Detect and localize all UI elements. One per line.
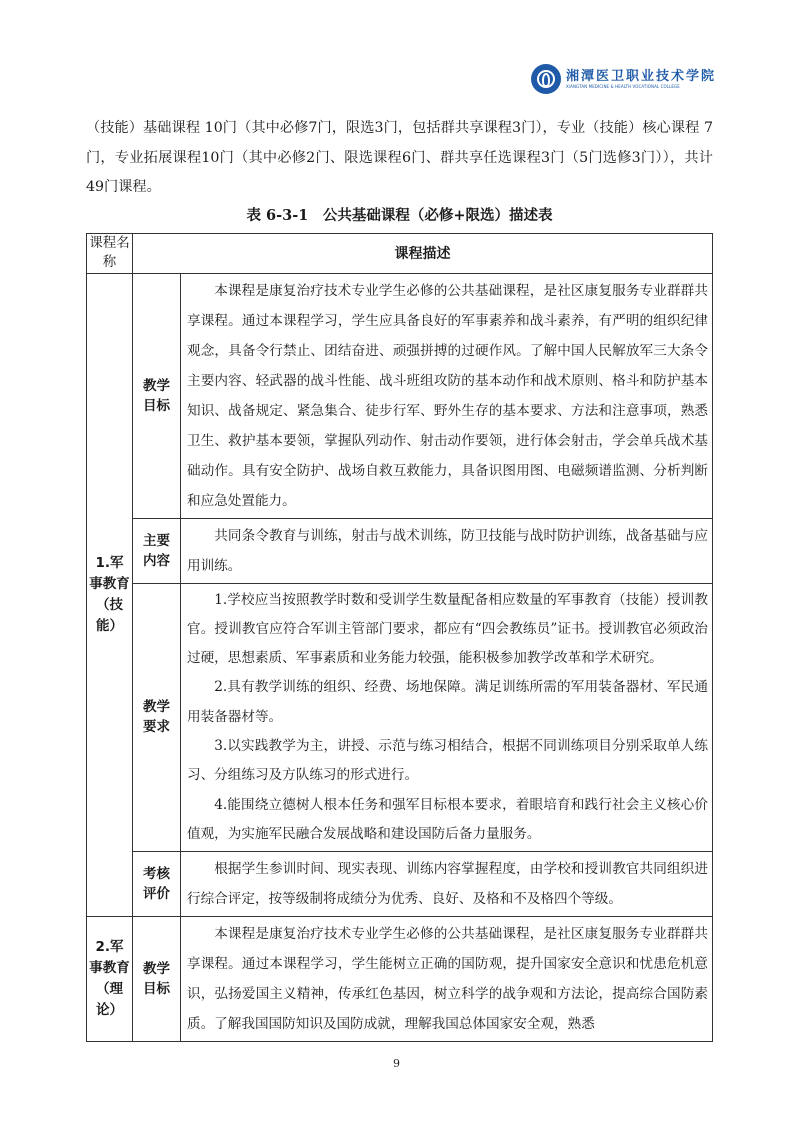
course-name-cell: 1.军事教育（技能）	[87, 273, 133, 917]
header-course-description: 课程描述	[133, 233, 713, 273]
section-label: 主要内容	[133, 518, 181, 583]
section-content	[181, 583, 713, 852]
section-content	[181, 917, 713, 1042]
section-label: 教学目标	[133, 917, 181, 1042]
page-number: 9	[393, 1057, 400, 1071]
college-emblem-icon	[531, 64, 561, 94]
table-row	[87, 852, 713, 917]
college-logo	[531, 64, 716, 94]
paragraph: 根据学生参训时间、现实表现、训练内容掌握程度，由学校和授训教官共同组织进行综合评定，按等级制将成绩分为优秀、良好、及格和不及格四个等级。	[187, 861, 708, 908]
logo-chinese-name: 湘潭医卫职业技术学院	[566, 68, 717, 84]
logo-english-name: XIANGTAN MEDICINE & HEALTH VOCATIONAL COLLEGE	[566, 83, 680, 89]
paragraph: 4.能围绕立德树人根本任务和强军目标根本要求，着眼培育和践行社会主义核心价值观，为实施军民融合发展战略和建设国防后备力量服务。	[187, 796, 708, 842]
intro-paragraph	[86, 114, 713, 203]
paragraph: 本课程是康复治疗技术专业学生必修的公共基础课程，是社区康复服务专业群群共享课程。通过本课程学习，学生应具备良好的军事素养和战斗素养，有严明的组织纪律观念，具备令行禁止、团结奋进、顽强拼搏的过硬作风。了解中国人民解放军三大条令主要内容、轻武器的战斗性能、战斗班组攻防的基本动作和战术原则、格斗和防护基本知识、战备规定、紧急集合、徒步行军、野外生存的基本要求、方法和注意事项，熟悉卫生、救护基本要领，掌握队列动作、射击动作要领，进行体会射击，学会单兵战术基础动作。具有安全防护、战场自救互救能力，具备识图用图、电磁频谱监测、分析判断和应急处置能力。	[187, 282, 708, 509]
paragraph: 1.学校应当按照教学时数和受训学生数量配备相应数量的军事教育（技能）授训教官。授训教官应符合军训主管部门要求，都应有“四会教练员”证书。授训教官必须政治过硬，思想素质、军事素质和业务能力较强，能积极参加教学改革和学术研究。	[187, 591, 708, 667]
course-name-cell: 2.军事教育（理论）	[87, 917, 133, 1042]
paragraph: 本课程是康复治疗技术专业学生必修的公共基础课程，是社区康复服务专业群群共享课程。通过本课程学习，学生能树立正确的国防观，提升国家安全意识和忧患危机意识，弘扬爱国主义精神，传承红色基因，树立科学的战争观和方法论，提高综合国防素质。了解我国国防知识及国防成就，理解我国总体国家安全观，熟悉	[187, 926, 708, 1033]
header-course-name: 课程名称	[87, 233, 133, 273]
section-label: 考核评价	[133, 852, 181, 917]
table-row	[87, 518, 713, 583]
table-caption: 表 6-3-1 公共基础课程（必修+限选）描述表	[246, 206, 553, 224]
table-row	[87, 917, 713, 1042]
section-label: 教学要求	[133, 583, 181, 852]
paragraph: 2.具有教学训练的组织、经费、场地保障。满足训练所需的军用装备器材、军民通用装备器材等。	[187, 679, 708, 725]
table-row	[87, 583, 713, 852]
section-content	[181, 518, 713, 583]
section-label: 教学目标	[133, 273, 181, 518]
section-content	[181, 273, 713, 518]
course-description-table	[86, 233, 713, 1043]
section-content	[181, 852, 713, 917]
table-header-row	[87, 233, 713, 273]
paragraph: 共同条令教育与训练，射击与战术训练，防卫技能与战时防护训练，战备基础与应用训练。	[187, 527, 708, 574]
table-row	[87, 273, 713, 518]
intro-text: （技能）基础课程 10门（其中必修7门，限选3门，包括群共享课程3门），专业（技能）核心课程 7 门，专业拓展课程10门（其中必修2门、限选课程6门、群共享任选课程3门（5门选修3门）），共计49门课程。	[86, 120, 713, 195]
paragraph: 3.以实践教学为主，讲授、示范与练习相结合，根据不同训练项目分别采取单人练习、分组练习及方队练习的形式进行。	[187, 737, 708, 784]
